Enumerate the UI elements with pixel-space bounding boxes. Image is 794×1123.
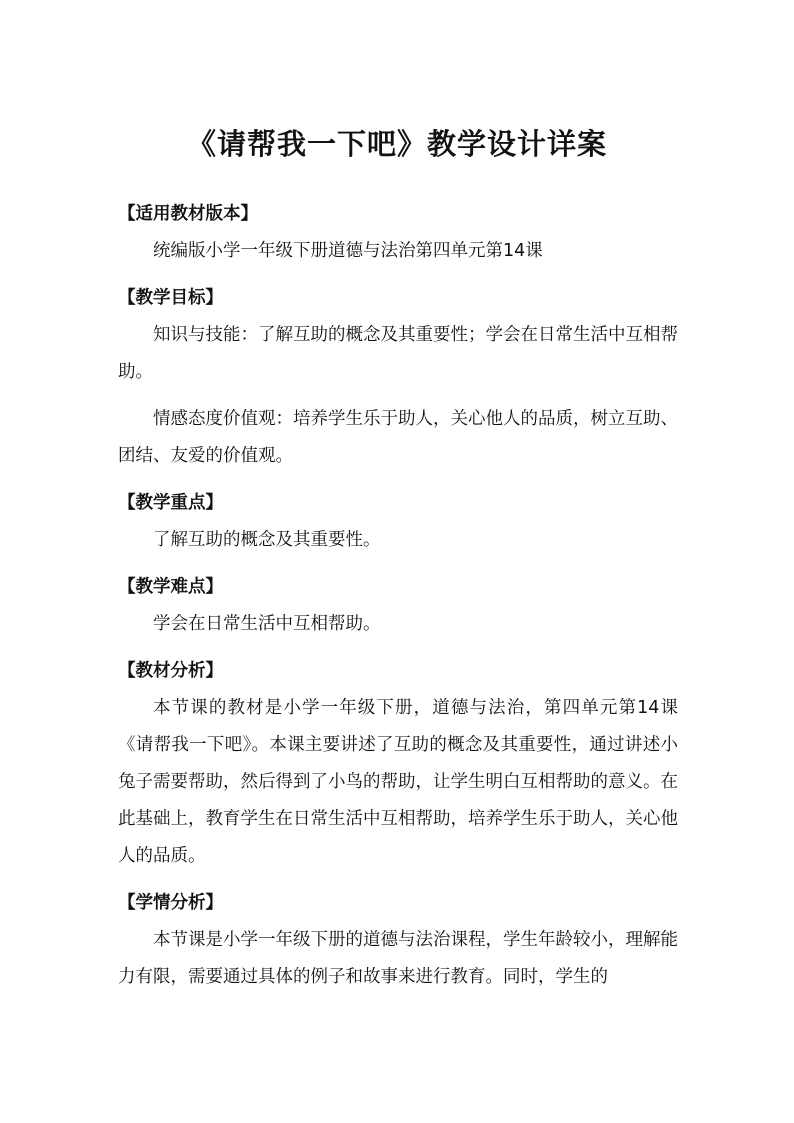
document-body: [118, 196, 678, 1006]
section-teaching-difficulty: [118, 569, 678, 643]
section-heading: 【学情分析】: [118, 893, 223, 913]
section-paragraph: 学会在日常生活中互相帮助。: [153, 614, 381, 634]
section-paragraph: 了解互助的概念及其重要性。: [153, 530, 381, 550]
section-paragraph: 统编版小学一年级下册道德与法治第四单元第14课: [153, 241, 543, 261]
section-textbook-version: [118, 196, 678, 270]
section-heading: 【教学难点】: [118, 577, 223, 597]
section-paragraph: 情感态度价值观：培养学生乐于助人，关心他人的品质，树立互助、团结、友爱的价值观。: [118, 409, 678, 466]
section-textbook-analysis: [118, 653, 678, 875]
section-teaching-focus: [118, 485, 678, 559]
section-heading: 【教学目标】: [118, 288, 223, 308]
document-title: 《请帮我一下吧》教学设计详案: [186, 127, 607, 161]
section-teaching-objectives: [118, 280, 678, 475]
section-student-analysis: [118, 885, 678, 996]
section-heading: 【教学重点】: [118, 493, 223, 513]
section-paragraph: 知识与技能：了解互助的概念及其重要性；学会在日常生活中互相帮助。: [118, 325, 678, 382]
section-paragraph: 本节课是小学一年级下册的道德与法治课程，学生年龄较小，理解能力有限，需要通过具体的例子和故事来进行教育。同时，学生的: [118, 930, 678, 987]
section-heading: 【适用教材版本】: [118, 204, 258, 224]
section-heading: 【教材分析】: [118, 661, 223, 681]
section-paragraph: 本节课的教材是小学一年级下册，道德与法治，第四单元第14课《请帮我一下吧》。本课主要讲述了互助的概念及其重要性，通过讲述小兔子需要帮助，然后得到了小鸟的帮助，让学生明白互相帮助的意义。在此基础上，教育学生在日常生活中互相帮助，培养学生乐于助人，关心他人的品质。: [118, 698, 678, 866]
